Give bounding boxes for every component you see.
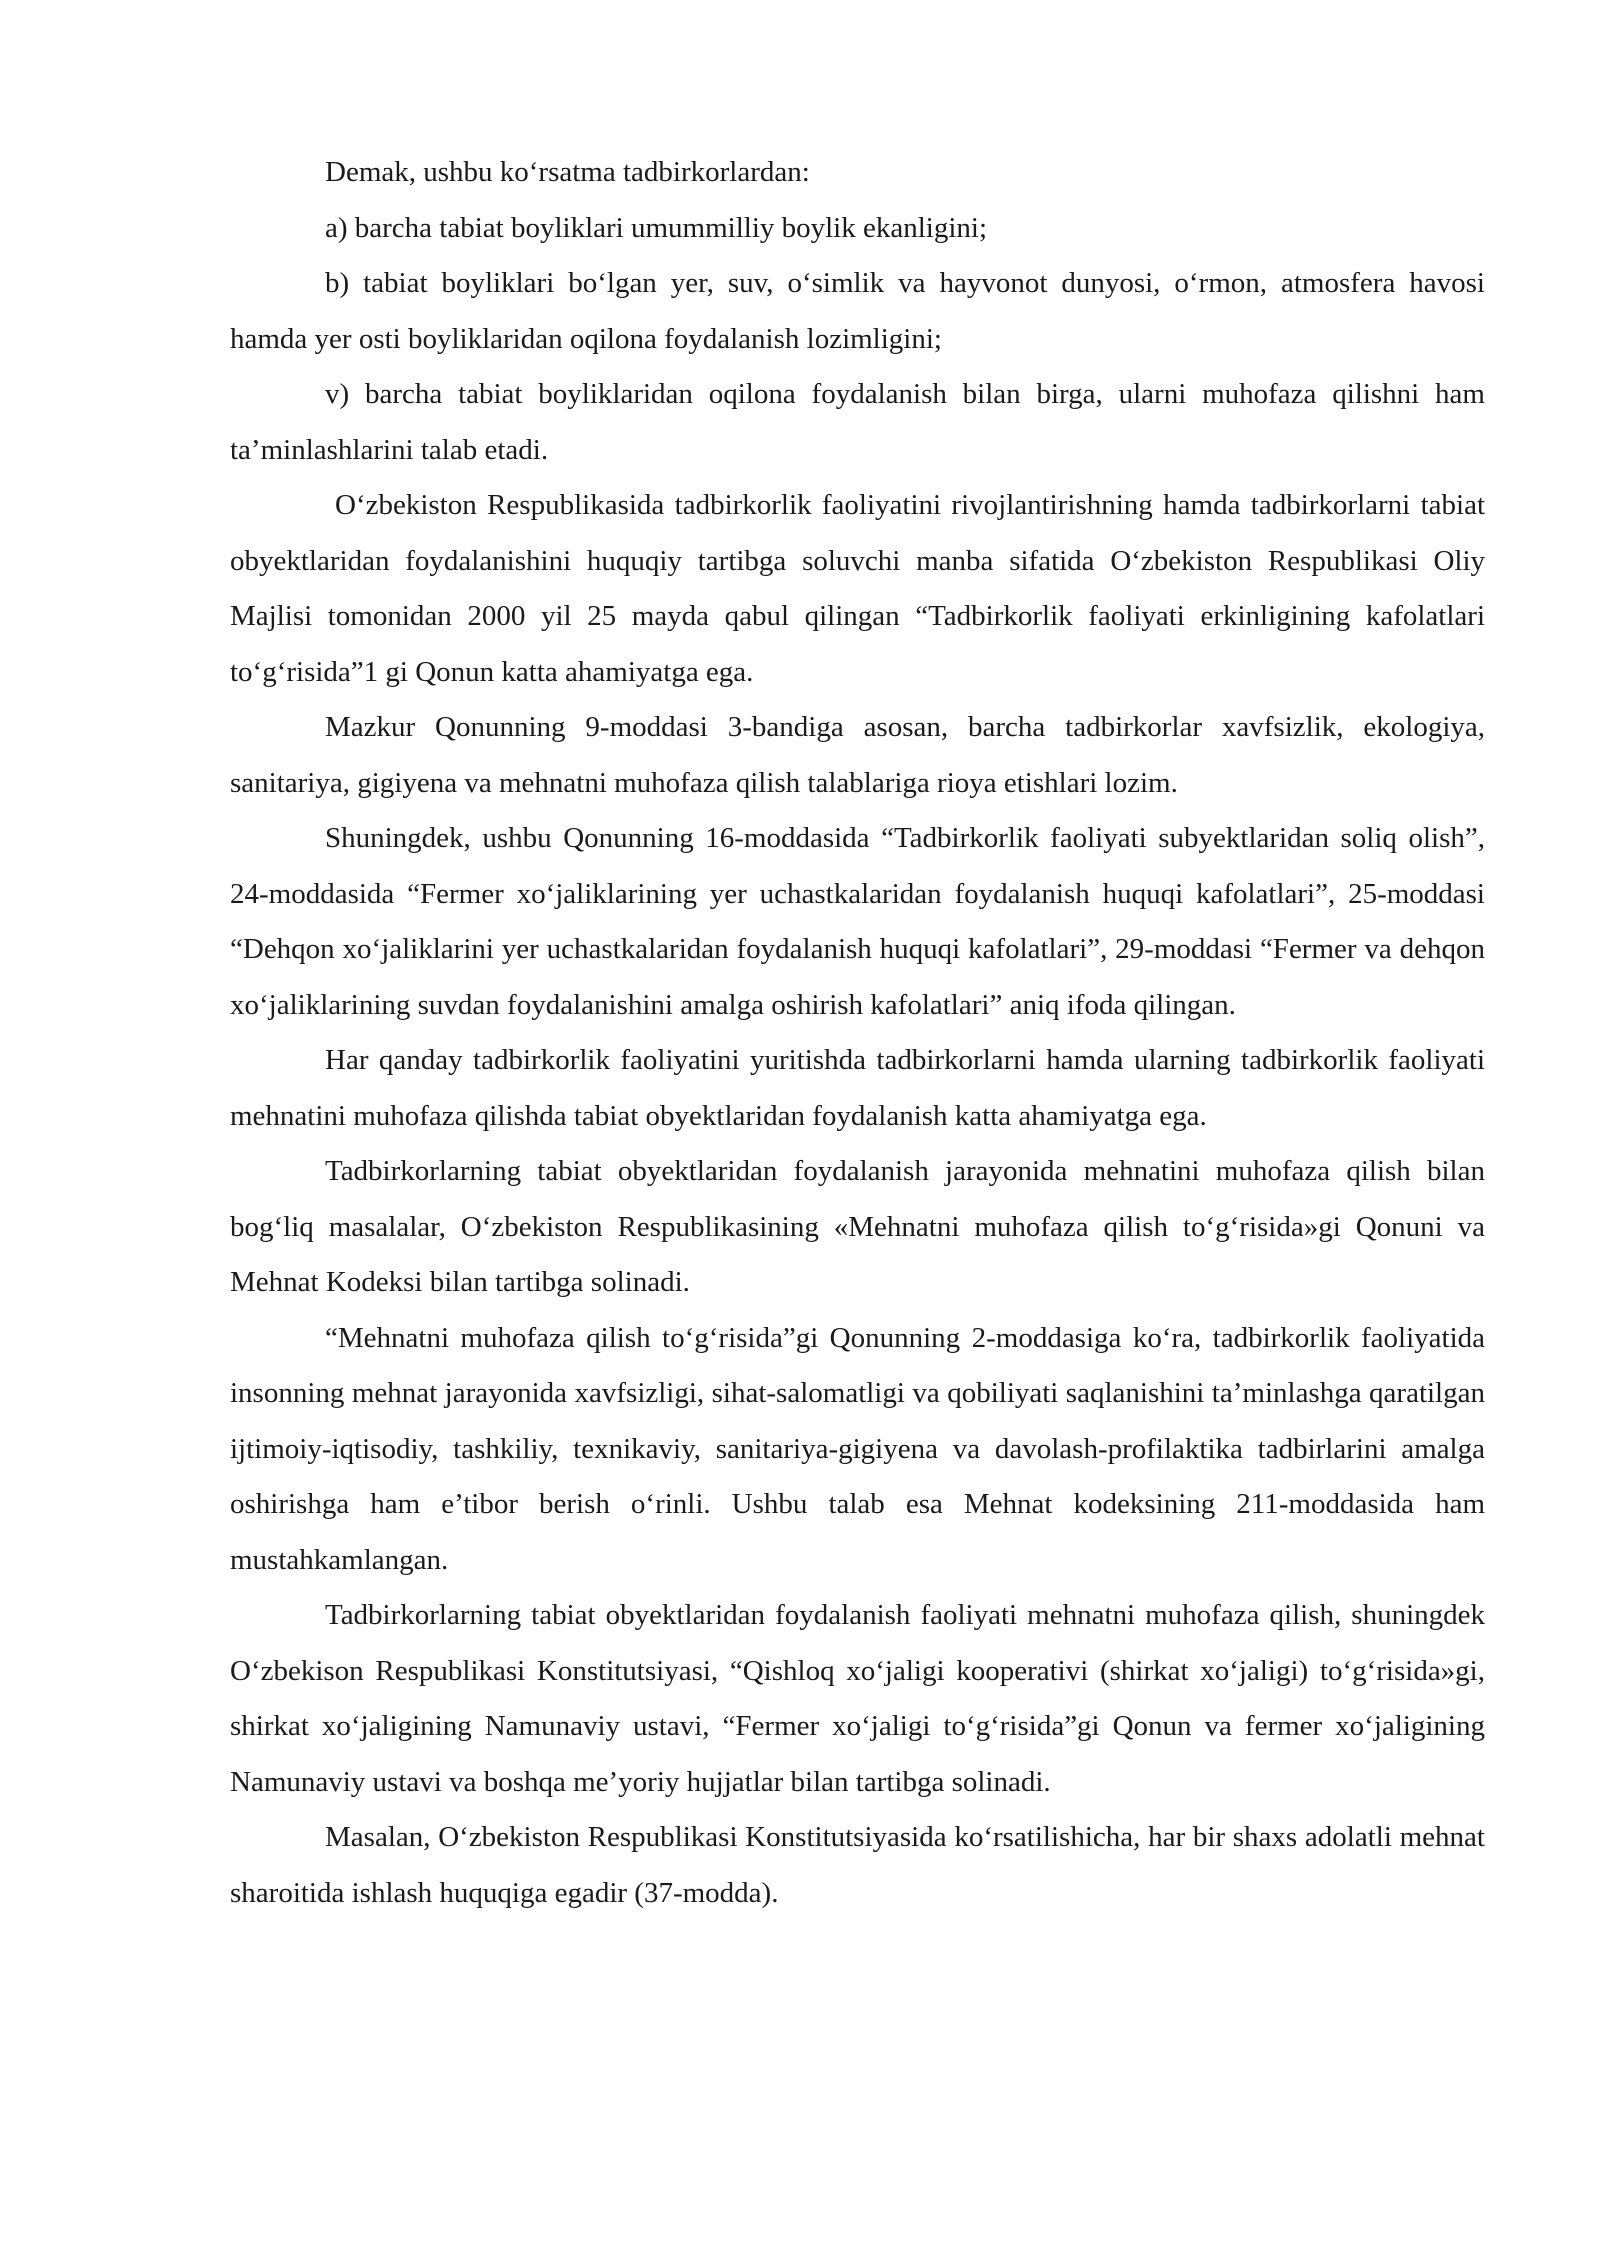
document-page bbox=[230, 145, 1485, 1921]
list-item-a: a) barcha tabiat boyliklari umummilliy boylik ekanligini; bbox=[325, 211, 988, 244]
list-item-b: b) tabiat boyliklari bo‘lgan yer, suv, o‘simlik va hayvonot dunyosi, o‘rmon, atmosfera havosi hamda yer osti boyliklaridan oqilona foydalanish lozimligini; bbox=[230, 267, 1485, 355]
paragraph-article-9: Mazkur Qonunning 9-moddasi 3-bandiga asosan, barcha tadbirkorlar xavfsizlik, ekologiya, sanitariya, gigiyena va mehnatni muhofaza qilish talablariga rioya etishlari lozim. bbox=[230, 711, 1485, 799]
paragraph-article-2: “Mehnatni muhofaza qilish to‘g‘risida”gi Qonunning 2-moddasiga ko‘ra, tadbirkorlik faoliyatida insonning mehnat jarayonida xavfsizligi, sihat-salomatligi va qobiliyati saqlanishini ta’minlashga qaratilgan ijtimoiy-iqtisodiy, tashkiliy, texnikaviy, sanitariya-gigiyena va davolash-profilaktika tadbirlarini amalga oshirishga ham e’tibor berish o‘rinli. Ushbu talab esa Mehnat kodeksining 211-moddasida ham mustahkamlangan. bbox=[230, 1321, 1485, 1576]
list-item-v: v) barcha tabiat boyliklaridan oqilona foydalanish bilan birga, ularni muhofaza qilishni ham ta’minlashlarini talab etadi. bbox=[230, 378, 1485, 466]
paragraph-regulation: Tadbirkorlarning tabiat obyektlaridan foydalanish jarayonida mehnatini muhofaza qilish bilan bog‘liq masalalar, O‘zbekiston Respublikasining «Mehnatni muhofaza qilish to‘g‘risida»gi Qonuni va Mehnat Kodeksi bilan tartibga solinadi. bbox=[230, 1155, 1485, 1298]
paragraph-articles-list: Shuningdek, ushbu Qonunning 16-moddasida “Tadbirkorlik faoliyati subyektlaridan soliq olish”, 24-moddasida “Fermer xo‘jaliklarining yer uchastkalaridan foydalanish huquqi kafolatlari”, 25-moddasi “Dehqon xo‘jaliklarini yer uchastkalaridan foydalanish huquqi kafolatlari”, 29-moddasi “Fermer va dehqon xo‘jaliklarining suvdan foydalanishini amalga oshirish kafolatlari” aniq ifoda qilingan. bbox=[230, 822, 1485, 1021]
paragraph-legal-acts: Tadbirkorlarning tabiat obyektlaridan foydalanish faoliyati mehnatni muhofaza qilish, shuningdek O‘zbekison Respublikasi Konstitutsiyasi, “Qishloq xo‘jaligi kooperativi (shirkat xo‘jaligi) to‘g‘risida»gi, shirkat xo‘jaligining Namunaviy ustavi, “Fermer xo‘jaligi to‘g‘risida”gi Qonun va fermer xo‘jaligining Namunaviy ustavi va boshqa me’yoriy hujjatlar bilan tartibga solinadi. bbox=[230, 1599, 1485, 1798]
paragraph-intro: Demak, ushbu ko‘rsatma tadbirkorlardan: bbox=[325, 156, 810, 188]
paragraph-labor-protection: Har qanday tadbirkorlik faoliyatini yuritishda tadbirkorlarni hamda ularning tadbirkorlik faoliyati mehnatini muhofaza qilishda tabiat obyektlaridan foydalanish katta ahamiyatga ega. bbox=[230, 1044, 1485, 1132]
paragraph-law-overview: O‘zbekiston Respublikasida tadbirkorlik faoliyatini rivojlantirishning hamda tadbirkorlarni tabiat obyektlaridan foydalanishini huquqiy tartibga soluvchi manba sifatida O‘zbekiston Respublikasi Oliy Majlisi tomonidan 2000 yil 25 mayda qabul qilingan “Tadbirkorlik faoliyati erkinligining kafolatlari to‘g‘risida”1 gi Qonun katta ahamiyatga ega. bbox=[230, 489, 1485, 688]
paragraph-constitution: Masalan, O‘zbekiston Respublikasi Konstitutsiyasida ko‘rsatilishicha, har bir shaxs adolatli mehnat sharoitida ishlash huquqiga egadir (37-modda). bbox=[230, 1821, 1485, 1909]
